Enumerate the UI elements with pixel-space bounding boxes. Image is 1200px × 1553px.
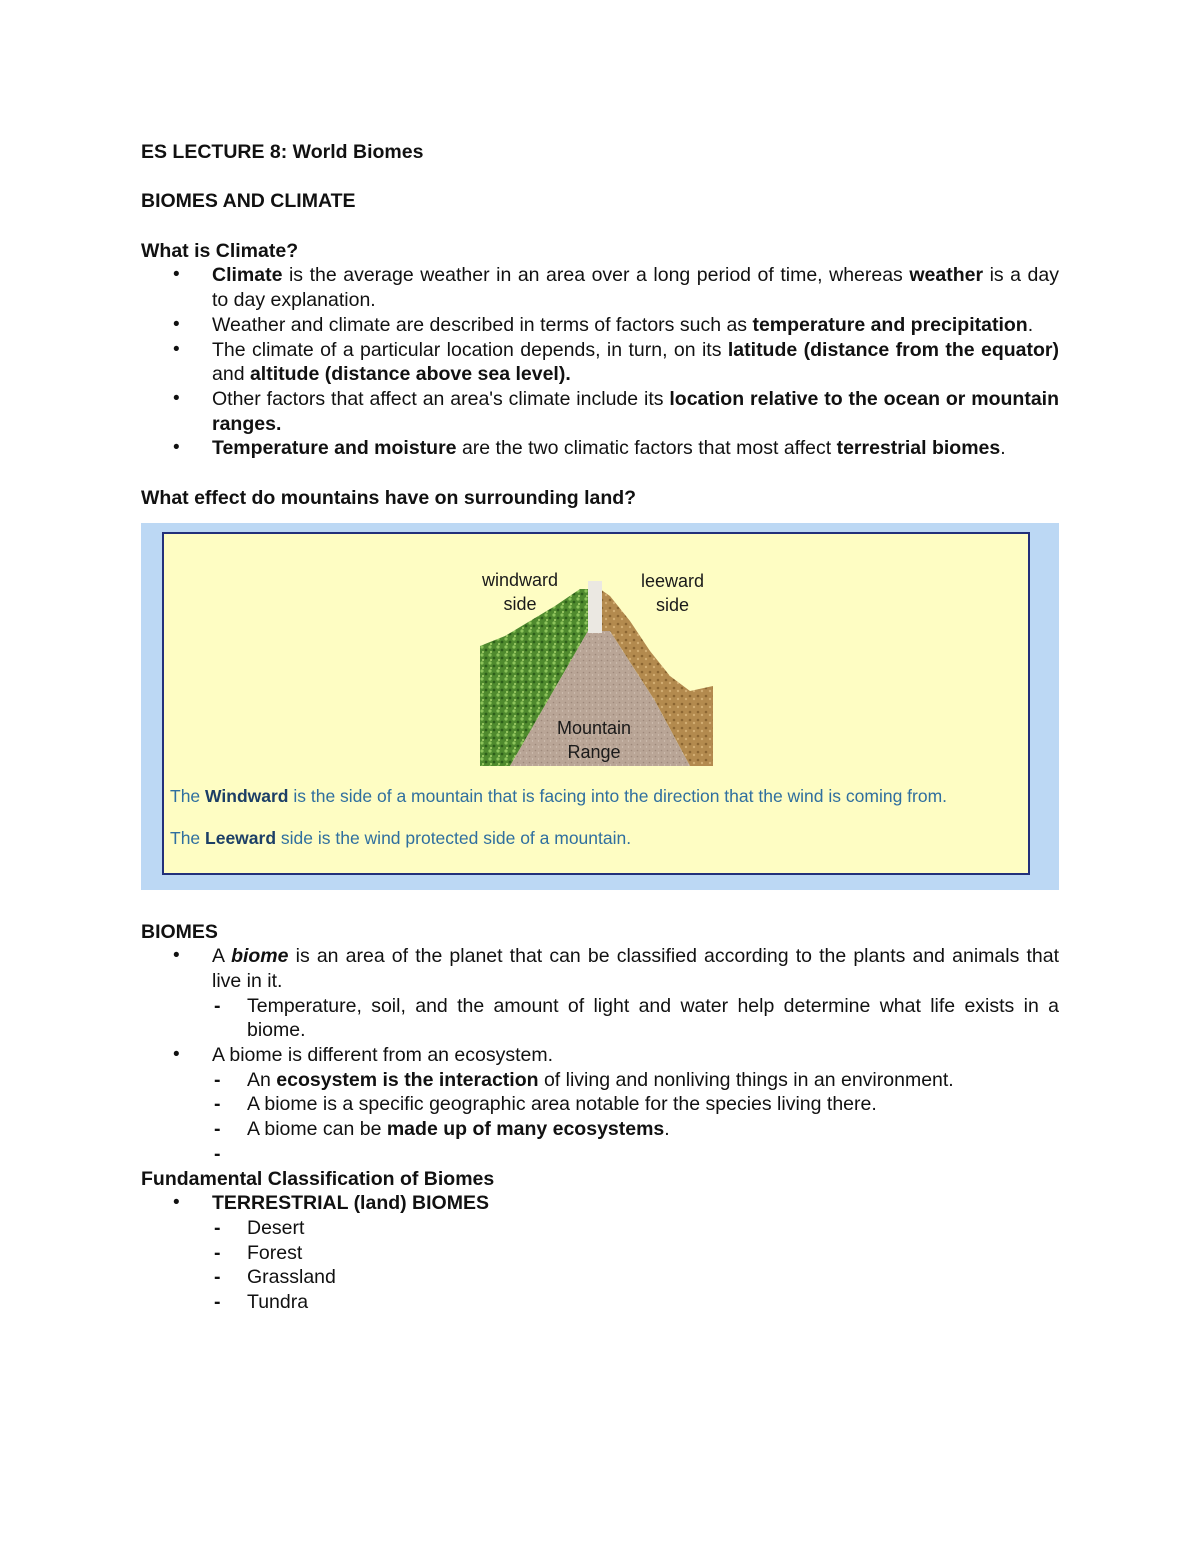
section-heading-biomes: BIOMES	[141, 920, 218, 943]
climate-bullet: • Climate is the average weather in an area over a long period of time, whereas weather is a day to day explanation.	[141, 263, 1059, 312]
section-heading-biomes-and-climate: BIOMES AND CLIMATE	[141, 190, 356, 213]
mountain-figure-panel	[162, 532, 1030, 875]
biome-difference-subitem: - An ecosystem is the interaction of living and nonliving things in an environment.	[212, 1068, 1059, 1093]
lecture-title: ES LECTURE 8: World Biomes	[141, 141, 424, 163]
leeward-side-label: leeward side	[641, 570, 705, 615]
terrestrial-biome-item: - Desert	[212, 1216, 1059, 1241]
windward-side-label: windward side	[482, 569, 559, 614]
terrestrial-biome-item: - Tundra	[212, 1290, 1059, 1315]
question-what-is-climate: What is Climate?	[141, 239, 299, 262]
biome-definition-bullet: • A biome is an area of the planet that can be classified according to the plants and animals that live in it. - Temperature, soil, and the amount of light and water help determine what life exists in a biome.	[141, 944, 1059, 1043]
document-content	[141, 140, 1059, 1315]
biome-difference-subitem: - A biome is a specific geographic area notable for the species living there.	[212, 1092, 1059, 1117]
mountain-figure	[141, 523, 1059, 890]
biome-difference-bullet: • A biome is different from an ecosystem. - An ecosystem is the interaction of living and nonliving things in an environment. - A biome is a specific geographic area notable for the species living there. - A biome can be made up of many ecosystems. -	[141, 1043, 1059, 1167]
climate-bullet: • Weather and climate are described in terms of factors such as temperature and precipitation.	[141, 313, 1059, 338]
windward-caption: The Windward is the side of a mountain that is facing into the direction that the wind is coming from.	[170, 785, 948, 806]
biome-difference-sublist	[212, 1068, 1059, 1167]
biome-definition-subitem: - Temperature, soil, and the amount of light and water help determine what life exists in a biome.	[212, 994, 1059, 1043]
classification-bullet-list	[141, 1191, 1059, 1315]
biomes-bullet-list	[141, 944, 1059, 1166]
climate-bullet-list	[141, 263, 1059, 461]
biome-difference-subitem-empty	[212, 1142, 1059, 1167]
climate-bullet: • Other factors that affect an area's climate include its location relative to the ocean or mountain ranges.	[141, 387, 1059, 436]
section-heading-classification: Fundamental Classification of Biomes	[141, 1167, 495, 1190]
climate-bullet: • The climate of a particular location depends, in turn, on its latitude (distance from the equator) and altitude (distance above sea level).	[141, 338, 1059, 387]
terrestrial-biomes-bullet: • TERRESTRIAL (land) BIOMES - Desert - Forest - Grassland - Tundra	[141, 1191, 1059, 1315]
climate-bullet: • Temperature and moisture are the two climatic factors that most affect terrestrial biomes.	[141, 436, 1059, 461]
terrestrial-biome-item: - Forest	[212, 1241, 1059, 1266]
terrestrial-biome-item: - Grassland	[212, 1265, 1059, 1290]
question-mountains-effect: What effect do mountains have on surrounding land?	[141, 486, 637, 509]
mountain-peak	[588, 581, 602, 633]
terrestrial-biomes-sublist	[212, 1216, 1059, 1315]
leeward-caption: The Leeward side is the wind protected side of a mountain.	[170, 827, 632, 848]
biome-definition-sublist	[212, 994, 1059, 1043]
mountain-range-label: Mountain Range	[557, 717, 632, 762]
biome-difference-subitem: - A biome can be made up of many ecosystems.	[212, 1117, 1059, 1142]
